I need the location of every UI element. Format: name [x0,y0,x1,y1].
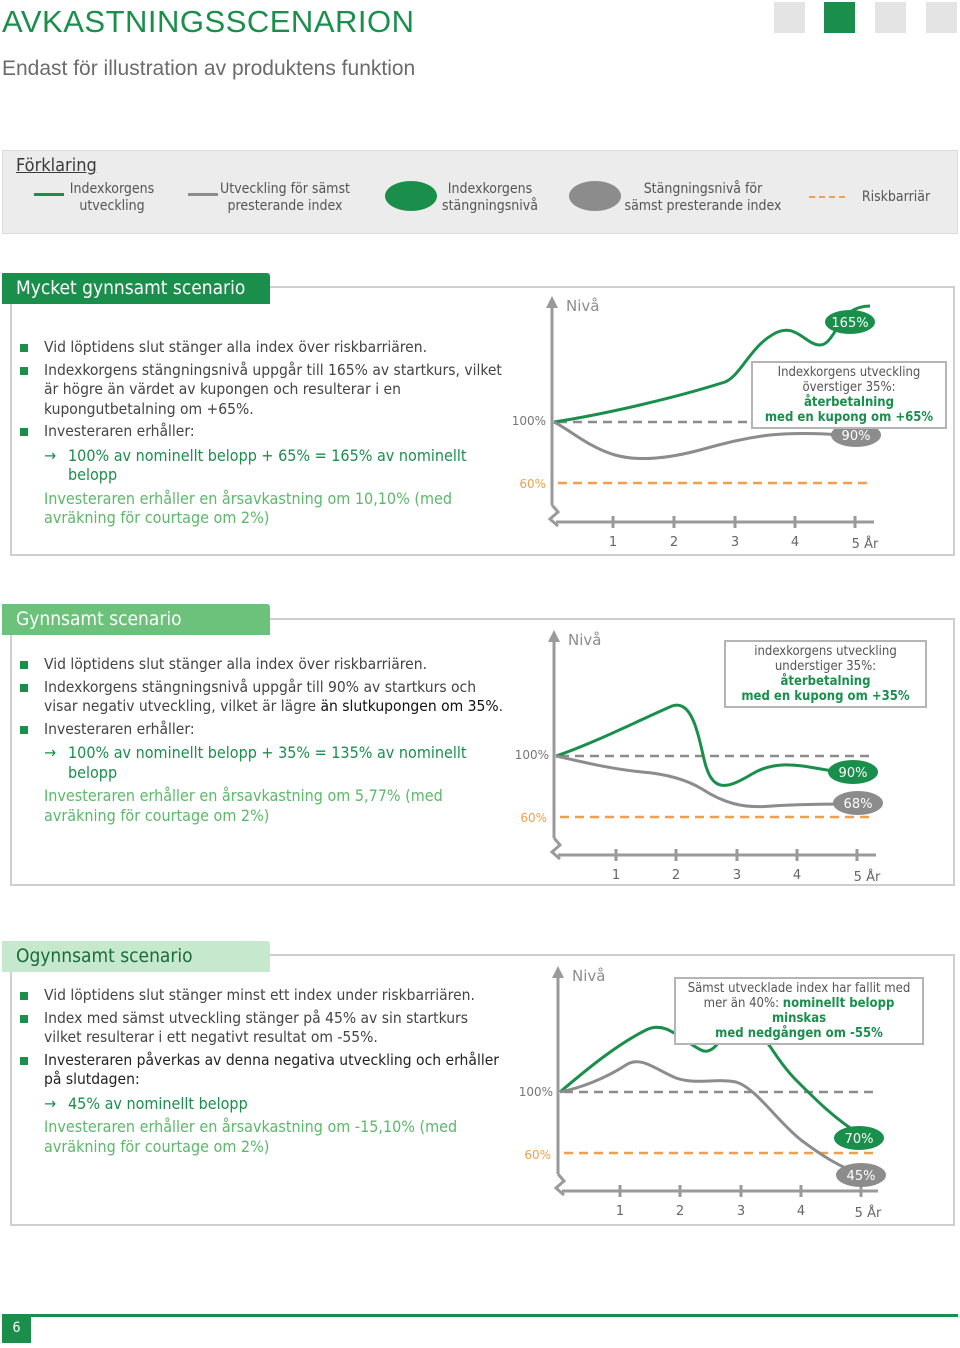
tick-3: 3 [736,1204,746,1219]
axis-y-label: Nivå [568,631,602,649]
legend-label: sämst presterande index [624,198,782,214]
tick-3: 3 [730,535,740,550]
legend-item-index-dev [67,181,157,215]
arrow-right-icon: → [44,743,57,762]
bullet-item: Vid löptidens slut stänger alla index över riskbarriären. [20,655,510,675]
tick-3: 3 [732,868,742,883]
tick-2: 2 [675,1204,685,1219]
tick-1: 1 [615,1204,625,1219]
bullet-text: . [498,697,504,715]
legend-label: Riskbarriär [861,189,931,205]
legend-item-worst-dev [215,181,355,215]
scenario-tab: Gynnsamt scenario [2,604,270,635]
bullet-item: Vid löptidens slut stänger alla index över riskbarriären. [20,338,510,358]
legend-label: Indexkorgens [447,181,533,197]
result-text: Investeraren erhåller en årsavkastning om 5,77% (med avräkning för courtage om 2%) [44,786,443,825]
green-ellipse-icon [385,181,437,211]
arrow-text: 100% av nominellt belopp + 35% = 135% av nominellt belopp [68,743,467,782]
end-grey-value: 68% [843,797,873,812]
arrow-text: 100% av nominellt belopp + 65% = 165% av nominellt belopp [68,445,467,484]
legend-label: Stängningsnivå för [643,181,763,197]
index-basket-line [556,705,872,785]
tick-1: 1 [608,535,618,550]
callout-highlight: nominellt belopp minskas [771,996,895,1026]
tick-2: 2 [669,535,679,550]
level-60-label: 60% [520,811,547,825]
tick-4: 4 [792,868,802,883]
axis-y-label: Nivå [572,967,606,985]
bullet-item: Investeraren påverkas av denna negativa utveckling och erhåller på slutdagen: [20,1051,510,1090]
scenario-bullets [20,655,510,825]
arrow-text: 45% av nominellt belopp [68,1093,248,1113]
callout-highlight: med en kupong om +65% [764,410,934,425]
end-grey-value: 45% [846,1169,876,1184]
callout-line: Indexkorgens utveckling [777,365,921,380]
bullet-text: Indexkorgens stängningsnivå uppgår till 90% av startkurs och visar negativ utveckling, vilket är lägre [44,677,477,715]
bullet-item: Investeraren erhåller: [20,422,510,442]
tick-5-years: 5 År [853,870,881,885]
grey-ellipse-icon [569,181,621,211]
green-line-icon [34,193,64,196]
level-100-label: 100% [514,748,549,762]
level-60-label: 60% [519,477,546,491]
tick-5-years: 5 År [851,537,879,552]
bullet-highlight: än slutkupongen om 35% [320,697,499,715]
arrow-right-icon: → [44,1093,57,1113]
scenario-tab: Mycket gynnsamt scenario [2,273,270,304]
grey-line-icon [188,193,218,196]
nav-square-4 [926,2,957,33]
tick-5-years: 5 År [854,1206,882,1221]
nav-square-2-active [824,2,855,33]
callout-highlight: återbetalning [803,395,895,410]
callout-line [729,659,922,689]
callout-highlight: återbetalning [780,674,871,689]
callout-line: Sämst utvecklade index har fallit med [687,981,911,996]
callout-text: mer än 40%: [703,996,783,1011]
legend-item-closing-level [440,181,540,215]
tick-1: 1 [611,868,621,883]
legend-title: Förklaring [16,155,97,176]
nav-square-1 [774,2,805,33]
callout-box [724,640,927,708]
callout-highlight: med en kupong om +35% [741,689,910,704]
legend-label: utveckling [79,198,145,214]
end-green-value: 165% [831,316,869,331]
end-green-value: 90% [838,766,868,781]
level-100-label: 100% [518,1085,553,1099]
arrow-right-icon: → [44,445,57,465]
bullet-item: Investeraren erhåller: [20,720,510,740]
callout-highlight: med nedgången om -55% [715,1026,883,1041]
end-grey-value: 90% [841,429,871,444]
legend-item-risk-barrier [855,189,937,206]
bullet-item: Vid löptidens slut stänger minst ett index under riskbarriären. [20,986,510,1006]
legend-label: stängningsnivå [442,198,538,214]
bullet-item: Index med sämst utveckling stänger på 45% av sin startkurs vilket resulterar i ett negativt resultat om -55%. [20,1009,510,1048]
page-title: AVKASTNINGSSCENARION [2,4,415,39]
dashed-orange-line-icon [809,196,845,198]
nav-square-3 [875,2,906,33]
callout-box [674,977,924,1045]
result-text: Investeraren erhåller en årsavkastning om 10,10% (med avräkning för courtage om 2%) [44,488,452,527]
level-100-label: 100% [511,414,546,428]
axis-y-label: Nivå [566,297,600,315]
callout-line [679,996,919,1026]
bullet-item [20,678,510,717]
arrow-line [20,743,510,782]
bullet-item: Indexkorgens stängningsnivå uppgår till 165% av startkurs, vilket är högre än värdet av kupongen och resulterar i en kupongutbetalning om +65%. [20,361,510,420]
footer-line [31,1314,958,1317]
tick-2: 2 [671,868,681,883]
legend-box [2,150,958,234]
page-number: 6 [2,1314,31,1343]
page-subtitle: Endast för illustration av produktens funktion [2,57,416,80]
scenario-tab: Ogynnsamt scenario [2,941,270,972]
level-60-label: 60% [524,1148,551,1162]
worst-index-line [560,1062,861,1174]
callout-text: överstiger 35%: [802,380,896,395]
arrow-line [20,1094,510,1114]
arrow-line [20,446,510,485]
callout-line [756,380,942,410]
callout-box [751,361,947,429]
result-text: Investeraren erhåller en årsavkastning om -15,10% (med avräkning för courtage om 2%) [44,1117,458,1156]
tick-4: 4 [796,1204,806,1219]
tick-4: 4 [790,535,800,550]
legend-item-worst-closing [623,181,783,215]
callout-line: indexkorgens utveckling [754,644,897,659]
callout-text: understiger 35%: [774,659,877,674]
legend-label: Utveckling för sämst [220,181,350,197]
legend-label: Indexkorgens [69,181,155,197]
scenario-bullets [20,338,510,528]
end-green-value: 70% [844,1132,874,1147]
scenario-bullets [20,986,510,1156]
legend-label: presterande index [227,198,343,214]
